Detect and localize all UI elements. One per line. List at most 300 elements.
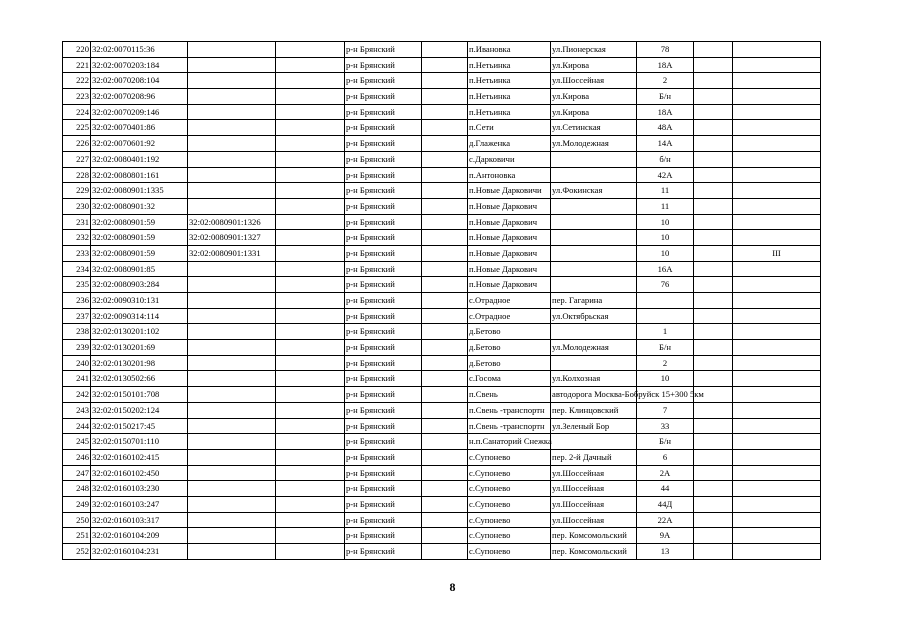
blank-cell [694,496,733,512]
category-cell [733,104,821,120]
cadastral-number-cell: 32:02:0130201:98 [91,355,188,371]
locality-cell: д.Бетово [468,355,551,371]
blank-cell [422,496,468,512]
category-cell [733,183,821,199]
blank-cell [694,481,733,497]
street-cell: ул.Октябрьская [551,308,637,324]
street-cell: автодорога Москва-Бобруйск 15+300 5км [551,387,637,403]
district-cell: р-н Брянский [345,136,422,152]
blank-cell [694,340,733,356]
locality-cell: п.Свень [468,387,551,403]
table-row [63,261,821,277]
category-cell [733,167,821,183]
category-cell [733,465,821,481]
blank-cell [694,528,733,544]
category-cell [733,277,821,293]
blank-cell [694,104,733,120]
registry-body [63,42,821,560]
street-cell: ул.Колхозная [551,371,637,387]
street-cell [551,214,637,230]
blank-cell [276,42,345,58]
house-number-cell: 2 [637,355,694,371]
blank-cell [276,230,345,246]
blank-cell [422,57,468,73]
blank-cell [276,528,345,544]
blank-cell [276,183,345,199]
house-number-cell: Б/н [637,434,694,450]
street-cell: ул.Кирова [551,104,637,120]
blank-cell [694,73,733,89]
row-number-cell: 235 [63,277,91,293]
blank-cell [276,324,345,340]
blank-cell [276,293,345,309]
blank-cell [694,434,733,450]
category-cell [733,324,821,340]
blank-cell [694,512,733,528]
locality-cell: п.Новые Даркович [468,245,551,261]
row-number-cell: 221 [63,57,91,73]
district-cell: р-н Брянский [345,120,422,136]
row-number-cell: 245 [63,434,91,450]
locality-cell: д.Бетово [468,340,551,356]
sub-cadastral-number-cell [188,308,276,324]
district-cell: р-н Брянский [345,151,422,167]
category-cell [733,57,821,73]
category-cell [733,544,821,560]
district-cell: р-н Брянский [345,449,422,465]
street-cell: ул.Зеленый Бор [551,418,637,434]
house-number-cell: 18А [637,104,694,120]
locality-cell: п.Сети [468,120,551,136]
blank-cell [422,245,468,261]
category-cell [733,293,821,309]
row-number-cell: 226 [63,136,91,152]
category-cell: III [733,245,821,261]
house-number-cell: 6 [637,449,694,465]
category-cell [733,387,821,403]
locality-cell: с.Дарковичи [468,151,551,167]
table-row [63,151,821,167]
house-number-cell [637,293,694,309]
locality-cell: с.Супонево [468,528,551,544]
table-row [63,42,821,58]
blank-cell [694,418,733,434]
table-row [63,340,821,356]
blank-cell [694,293,733,309]
district-cell: р-н Брянский [345,371,422,387]
blank-cell [276,198,345,214]
cadastral-number-cell: 32:02:0070115:36 [91,42,188,58]
street-cell: ул.Сетинская [551,120,637,136]
cadastral-number-cell: 32:02:0080901:1335 [91,183,188,199]
locality-cell: п.Новые Даркович [468,230,551,246]
row-number-cell: 252 [63,544,91,560]
locality-cell: н.п.Санаторий Снежка [468,434,551,450]
blank-cell [276,496,345,512]
row-number-cell: 240 [63,355,91,371]
sub-cadastral-number-cell [188,151,276,167]
blank-cell [276,261,345,277]
street-cell: ул.Кирова [551,89,637,105]
cadastral-number-cell: 32:02:0070401:86 [91,120,188,136]
district-cell: р-н Брянский [345,183,422,199]
locality-cell: с.Супонево [468,465,551,481]
blank-cell [422,512,468,528]
blank-cell [276,481,345,497]
blank-cell [422,136,468,152]
row-number-cell: 238 [63,324,91,340]
street-cell [551,355,637,371]
locality-cell: д.Бетово [468,324,551,340]
cadastral-number-cell: 32:02:0160102:415 [91,449,188,465]
blank-cell [276,277,345,293]
blank-cell [276,355,345,371]
table-row [63,402,821,418]
row-number-cell: 223 [63,89,91,105]
blank-cell [422,434,468,450]
street-cell: ул.Шоссейная [551,496,637,512]
house-number-cell: 78 [637,42,694,58]
sub-cadastral-number-cell [188,183,276,199]
district-cell: р-н Брянский [345,387,422,403]
district-cell: р-н Брянский [345,57,422,73]
house-number-cell: 44 [637,481,694,497]
blank-cell [276,544,345,560]
table-row [63,512,821,528]
locality-cell: с.Отрадное [468,293,551,309]
house-number-cell: 16А [637,261,694,277]
blank-cell [694,308,733,324]
street-cell: ул.Шоссейная [551,73,637,89]
blank-cell [422,449,468,465]
blank-cell [276,214,345,230]
sub-cadastral-number-cell [188,465,276,481]
sub-cadastral-number-cell: 32:02:0080901:1331 [188,245,276,261]
blank-cell [422,355,468,371]
row-number-cell: 222 [63,73,91,89]
locality-cell: п.Нетьинка [468,57,551,73]
street-cell: ул.Фокинская [551,183,637,199]
table-row [63,245,821,261]
row-number-cell: 227 [63,151,91,167]
house-number-cell: 2 [637,73,694,89]
blank-cell [276,434,345,450]
district-cell: р-н Брянский [345,340,422,356]
blank-cell [276,340,345,356]
table-row [63,277,821,293]
locality-cell: с.Супонево [468,544,551,560]
cadastral-number-cell: 32:02:0160103:230 [91,481,188,497]
row-number-cell: 243 [63,402,91,418]
row-number-cell: 228 [63,167,91,183]
row-number-cell: 239 [63,340,91,356]
table-row [63,371,821,387]
row-number-cell: 249 [63,496,91,512]
street-cell: пер. Комсомольский [551,544,637,560]
blank-cell [422,73,468,89]
sub-cadastral-number-cell [188,434,276,450]
category-cell [733,355,821,371]
district-cell: р-н Брянский [345,42,422,58]
district-cell: р-н Брянский [345,355,422,371]
house-number-cell: 10 [637,371,694,387]
table-row [63,73,821,89]
table-row [63,481,821,497]
cadastral-number-cell: 32:02:0070208:104 [91,73,188,89]
cadastral-number-cell: 32:02:0080901:59 [91,245,188,261]
locality-cell: п.Ивановка [468,42,551,58]
sub-cadastral-number-cell [188,418,276,434]
blank-cell [694,230,733,246]
house-number-cell: Б/н [637,89,694,105]
cadastral-number-cell: 32:02:0080401:192 [91,151,188,167]
cadastral-number-cell: 32:02:0080901:32 [91,198,188,214]
house-number-cell: Б/н [637,340,694,356]
table-row [63,198,821,214]
blank-cell [694,89,733,105]
cadastral-number-cell: 32:02:0150217:45 [91,418,188,434]
sub-cadastral-number-cell [188,387,276,403]
table-row [63,308,821,324]
house-number-cell: 10 [637,214,694,230]
street-cell [551,230,637,246]
table-row [63,120,821,136]
blank-cell [422,151,468,167]
blank-cell [422,371,468,387]
blank-cell [694,214,733,230]
street-cell: ул.Шоссейная [551,512,637,528]
sub-cadastral-number-cell [188,136,276,152]
blank-cell [276,387,345,403]
cadastral-number-cell: 32:02:0070203:184 [91,57,188,73]
house-number-cell: 44Д [637,496,694,512]
sub-cadastral-number-cell [188,528,276,544]
cadastral-number-cell: 32:02:0080901:59 [91,230,188,246]
row-number-cell: 232 [63,230,91,246]
district-cell: р-н Брянский [345,324,422,340]
street-cell [551,324,637,340]
table-row [63,434,821,450]
category-cell [733,198,821,214]
category-cell [733,73,821,89]
district-cell: р-н Брянский [345,465,422,481]
table-row [63,183,821,199]
row-number-cell: 230 [63,198,91,214]
house-number-cell: 10 [637,230,694,246]
blank-cell [276,73,345,89]
sub-cadastral-number-cell [188,481,276,497]
locality-cell: п.Новые Даркович [468,261,551,277]
street-cell: пер. Клинцовский [551,402,637,418]
locality-cell: п.Нетьинка [468,89,551,105]
blank-cell [276,136,345,152]
cadastral-number-cell: 32:02:0130502:66 [91,371,188,387]
sub-cadastral-number-cell [188,293,276,309]
row-number-cell: 231 [63,214,91,230]
table-row [63,104,821,120]
house-number-cell: 1 [637,324,694,340]
blank-cell [422,402,468,418]
category-cell [733,481,821,497]
locality-cell: д.Глаженка [468,136,551,152]
sub-cadastral-number-cell [188,402,276,418]
category-cell [733,371,821,387]
table-row [63,136,821,152]
sub-cadastral-number-cell [188,167,276,183]
blank-cell [694,42,733,58]
category-cell [733,340,821,356]
blank-cell [694,245,733,261]
table-row [63,355,821,371]
cadastral-number-cell: 32:02:0080903:284 [91,277,188,293]
street-cell: ул.Молодежная [551,136,637,152]
street-cell [551,167,637,183]
blank-cell [694,120,733,136]
street-cell: ул.Шоссейная [551,465,637,481]
cadastral-number-cell: 32:02:0130201:102 [91,324,188,340]
street-cell [551,261,637,277]
row-number-cell: 251 [63,528,91,544]
table-row [63,57,821,73]
district-cell: р-н Брянский [345,277,422,293]
sub-cadastral-number-cell [188,73,276,89]
sub-cadastral-number-cell [188,277,276,293]
table-row [63,387,821,403]
district-cell: р-н Брянский [345,214,422,230]
sub-cadastral-number-cell [188,198,276,214]
category-cell [733,261,821,277]
row-number-cell: 242 [63,387,91,403]
house-number-cell: 7 [637,402,694,418]
house-number-cell: 10 [637,245,694,261]
table-row [63,418,821,434]
sub-cadastral-number-cell [188,449,276,465]
blank-cell [422,89,468,105]
cadastral-number-cell: 32:02:0090314:114 [91,308,188,324]
cadastral-number-cell: 32:02:0160102:450 [91,465,188,481]
table-row [63,449,821,465]
blank-cell [694,151,733,167]
street-cell: ул.Молодежная [551,340,637,356]
blank-cell [276,308,345,324]
district-cell: р-н Брянский [345,481,422,497]
table-row [63,544,821,560]
table-row [63,528,821,544]
category-cell [733,434,821,450]
street-cell: пер. Гагарина [551,293,637,309]
category-cell [733,496,821,512]
row-number-cell: 224 [63,104,91,120]
blank-cell [422,214,468,230]
table-row [63,167,821,183]
street-cell: ул.Шоссейная [551,481,637,497]
locality-cell: с.Отрадное [468,308,551,324]
house-number-cell: 14А [637,136,694,152]
blank-cell [694,544,733,560]
street-cell: пер. Комсомольский [551,528,637,544]
row-number-cell: 246 [63,449,91,465]
sub-cadastral-number-cell [188,355,276,371]
blank-cell [276,104,345,120]
cadastral-number-cell: 32:02:0080801:161 [91,167,188,183]
blank-cell [276,167,345,183]
district-cell: р-н Брянский [345,104,422,120]
house-number-cell: 11 [637,198,694,214]
blank-cell [694,57,733,73]
category-cell [733,151,821,167]
cadastral-number-cell: 32:02:0070208:96 [91,89,188,105]
district-cell: р-н Брянский [345,308,422,324]
page-number: 8 [449,580,456,594]
sub-cadastral-number-cell [188,89,276,105]
street-cell: ул.Кирова [551,57,637,73]
category-cell [733,89,821,105]
blank-cell [422,340,468,356]
sub-cadastral-number-cell [188,261,276,277]
locality-cell: с.Супонево [468,496,551,512]
row-number-cell: 234 [63,261,91,277]
district-cell: р-н Брянский [345,293,422,309]
table-row [63,214,821,230]
house-number-cell: 11 [637,183,694,199]
locality-cell: с.Супонево [468,481,551,497]
locality-cell: п.Новые Даркович [468,198,551,214]
sub-cadastral-number-cell: 32:02:0080901:1326 [188,214,276,230]
house-number-cell: 18А [637,57,694,73]
row-number-cell: 229 [63,183,91,199]
blank-cell [422,167,468,183]
row-number-cell: 220 [63,42,91,58]
sub-cadastral-number-cell [188,324,276,340]
street-cell [551,245,637,261]
row-number-cell: 225 [63,120,91,136]
blank-cell [276,371,345,387]
blank-cell [422,230,468,246]
blank-cell [422,544,468,560]
street-cell [551,151,637,167]
locality-cell: п.Свень -транспортн [468,418,551,434]
cadastral-number-cell: 32:02:0080901:85 [91,261,188,277]
locality-cell: п.Антоновка [468,167,551,183]
district-cell: р-н Брянский [345,418,422,434]
sub-cadastral-number-cell [188,496,276,512]
category-cell [733,42,821,58]
blank-cell [422,293,468,309]
district-cell: р-н Брянский [345,230,422,246]
blank-cell [422,418,468,434]
house-number-cell: 9А [637,528,694,544]
district-cell: р-н Брянский [345,198,422,214]
locality-cell: п.Новые Даркович [468,277,551,293]
sub-cadastral-number-cell [188,512,276,528]
row-number-cell: 244 [63,418,91,434]
blank-cell [276,89,345,105]
locality-cell: п.Новые Даркович [468,214,551,230]
blank-cell [694,136,733,152]
blank-cell [422,308,468,324]
blank-cell [422,528,468,544]
blank-cell [694,371,733,387]
blank-cell [694,277,733,293]
locality-cell: с.Супонево [468,449,551,465]
district-cell: р-н Брянский [345,261,422,277]
blank-cell [694,449,733,465]
blank-cell [422,465,468,481]
blank-cell [422,324,468,340]
row-number-cell: 250 [63,512,91,528]
blank-cell [422,261,468,277]
cadastral-number-cell: 32:02:0150101:708 [91,387,188,403]
